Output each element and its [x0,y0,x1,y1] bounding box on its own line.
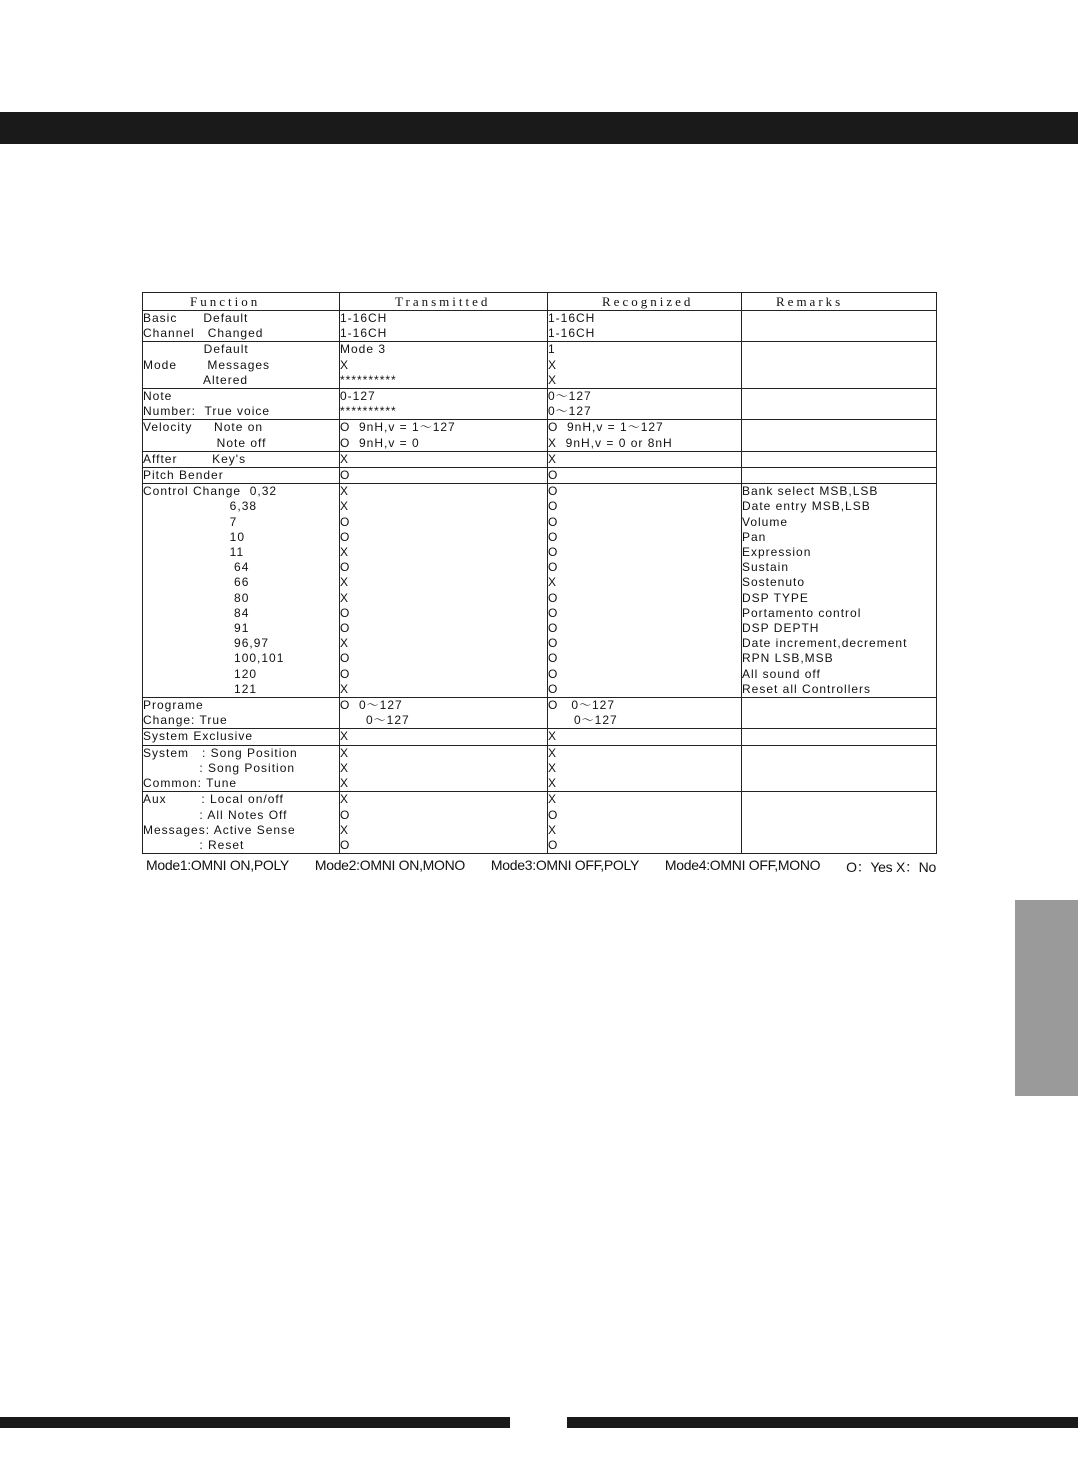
footer-bar-right [567,1417,1078,1428]
transmitted-cell [340,342,548,389]
remarks-cell [742,389,937,420]
cell-line: DSP DEPTH [742,621,820,636]
cell-line: X [340,575,350,590]
cell-line: Expression [742,545,812,560]
cell-line: Pan [742,529,767,544]
mode-legend [146,857,936,877]
cell-line: 0-127 [340,389,376,404]
cell-line: X [340,792,350,807]
transmitted-cell [340,729,548,745]
remarks-cell [742,745,937,792]
cell-line: O [548,681,559,696]
cell-line: X [340,822,350,837]
cell-line: 1-16CH [340,311,388,325]
table-row [143,389,937,420]
function-cell [143,451,340,467]
remarks-cell [742,792,937,854]
cell-line: Portamento control [742,605,862,620]
table-row [143,311,937,342]
cell-line: O [548,666,559,681]
table-header-row [143,293,937,311]
cell-line: O [340,468,351,483]
cell-line: O [548,484,559,499]
cell-line: 120 [143,666,258,681]
cell-line: 1-16CH [548,326,596,341]
cell-line: Default [143,342,249,357]
header-function: Function [143,293,340,311]
table-body [143,311,937,854]
remarks-cell [742,484,937,698]
cell-line: Pitch Bender [143,468,224,483]
side-section-tab [1015,900,1078,1096]
transmitted-cell [340,389,548,420]
cell-line: O 9nH,v = 1～127 [548,420,664,435]
transmitted-cell [340,484,548,698]
recognized-cell [548,698,742,729]
function-cell [143,698,340,729]
cell-line: X [340,729,350,744]
cell-line: : All Notes Off [143,807,288,822]
remarks-cell [742,420,937,451]
cell-line: O [548,514,559,529]
transmitted-cell [340,745,548,792]
cell-line: X [340,499,350,514]
cell-line: X [340,357,350,372]
cell-line: O [340,651,351,666]
recognized-cell [548,792,742,854]
cell-line: X [340,451,350,466]
cell-line: O [340,529,351,544]
cell-line: O [548,651,559,666]
cell-line: X [340,484,350,499]
cell-line: ********** [340,372,397,387]
cell-line: Channel Changed [143,326,264,341]
cell-line: Affter Key's [143,451,247,466]
cell-line: Basic Default [143,311,249,325]
header-recognized: Recognized [548,293,742,311]
cell-line: X [548,822,558,837]
table-row [143,342,937,389]
cell-line: O [548,807,559,822]
cell-line: Common: Tune [143,776,238,791]
cell-line: Change: True [143,713,228,728]
function-cell [143,342,340,389]
function-cell [143,389,340,420]
cell-line: 84 [143,605,250,620]
cell-line: X [548,776,558,791]
cell-line: O [548,468,559,483]
cell-line: : Song Position [143,760,296,775]
cell-line: Aux : Local on/off [143,792,284,807]
cell-line: O [548,529,559,544]
header-bar [0,112,1078,144]
recognized-cell [548,389,742,420]
cell-line: O 9nH,v = 0 [340,435,420,450]
cell-line: 0～127 [548,713,618,728]
cell-line: Control Change 0,32 [143,484,278,499]
cell-line: 121 [143,681,258,696]
cell-line: O [548,545,559,560]
cell-line: 7 [143,514,238,529]
cell-line: 0～127 [548,404,592,419]
cell-line: 91 [143,621,250,636]
cell-line: 64 [143,560,250,575]
cell-line: All sound off [742,666,821,681]
cell-line: System : Song Position [143,745,298,760]
cell-line: X [548,575,558,590]
remarks-cell [742,729,937,745]
cell-line: X [340,636,350,651]
cell-line: X [548,357,558,372]
cell-line: RPN LSB,MSB [742,651,834,666]
cell-line: X [340,590,350,605]
table-row [143,451,937,467]
cell-line: 66 [143,575,250,590]
cell-line: Volume [742,514,789,529]
table-row [143,484,937,698]
table-row [143,792,937,854]
cell-line: O 0～127 [340,698,403,713]
remarks-cell [742,468,937,484]
table-row [143,745,937,792]
remarks-cell [742,342,937,389]
cell-line: Number: True voice [143,404,271,419]
header-transmitted: Transmitted [340,293,548,311]
cell-line: Note [143,389,173,404]
cell-line: X [340,545,350,560]
cell-line: O [548,590,559,605]
transmitted-cell [340,311,548,342]
cell-line: Programe [143,698,204,713]
recognized-cell [548,342,742,389]
midi-implementation-chart [142,292,937,854]
cell-line: DSP TYPE [742,590,809,605]
cell-line: ********** [340,404,397,419]
cell-line: O [340,560,351,575]
cell-line: 11 [143,545,245,560]
transmitted-cell [340,792,548,854]
table-row [143,729,937,745]
cell-line: O [340,837,351,852]
cell-line: 0～127 [340,713,410,728]
cell-line: X [548,792,558,807]
cell-line: 0～127 [548,389,592,404]
cell-line: O [548,560,559,575]
transmitted-cell [340,451,548,467]
recognized-cell [548,311,742,342]
cell-line: Note off [143,435,267,450]
cell-line: O [340,605,351,620]
cell-line: Date entry MSB,LSB [742,499,871,514]
legend-mode2: Mode2:OMNI ON,MONO [314,857,466,873]
cell-line: : Reset [143,837,245,852]
recognized-cell [548,729,742,745]
function-cell [143,420,340,451]
function-cell [143,311,340,342]
cell-line: Mode 3 [340,342,387,357]
cell-line: Reset all Controllers [742,681,872,696]
cell-line: X [548,729,558,744]
function-cell [143,484,340,698]
cell-line: 10 [143,529,246,544]
cell-line: X [340,760,350,775]
cell-line: O 0～127 [548,698,616,713]
function-cell [143,729,340,745]
cell-line: X [340,745,350,760]
header-remarks: Remarks [742,293,937,311]
remarks-cell [742,451,937,467]
cell-line: X [548,745,558,760]
cell-line: O [548,499,559,514]
cell-line: X [548,451,558,466]
cell-line: 1 [548,342,556,357]
cell-line: Mode Messages [143,357,271,372]
table-row [143,468,937,484]
remarks-cell [742,698,937,729]
cell-line: System Exclusive [143,729,254,744]
cell-line: 1-16CH [548,311,596,325]
function-cell [143,792,340,854]
footer-bar-left [0,1417,510,1428]
recognized-cell [548,468,742,484]
cell-line: X [548,372,558,387]
cell-line: X 9nH,v = 0 or 8nH [548,435,673,450]
table-row [143,698,937,729]
transmitted-cell [340,698,548,729]
cell-line: 6,38 [143,499,258,514]
cell-line: Date increment,decrement [742,636,908,651]
function-cell [143,745,340,792]
recognized-cell [548,420,742,451]
function-cell [143,468,340,484]
cell-line: 96,97 [143,636,270,651]
cell-line: 1-16CH [340,326,388,341]
cell-line: O [340,621,351,636]
cell-line: 80 [143,590,250,605]
cell-line: X [340,681,350,696]
cell-line: Bank select MSB,LSB [742,484,879,499]
remarks-cell [742,311,937,342]
cell-line: Velocity Note on [143,420,264,435]
cell-line: O [340,807,351,822]
recognized-cell [548,451,742,467]
legend-mode1: Mode1:OMNI ON,POLY [146,857,289,873]
recognized-cell [548,745,742,792]
cell-line: Sustain [742,560,790,575]
cell-line: O [548,621,559,636]
cell-line: O [548,636,559,651]
cell-line: X [340,776,350,791]
transmitted-cell [340,468,548,484]
legend-mode3: Mode3:OMNI OFF,POLY [490,857,640,873]
cell-line: O [340,514,351,529]
cell-line: Messages: Active Sense [143,822,296,837]
cell-line: Sostenuto [742,575,806,590]
cell-line: O [548,605,559,620]
legend-yes-no: O：Yes X：No [846,859,936,875]
cell-line: O 9nH,v = 1～127 [340,420,456,435]
cell-line: X [548,760,558,775]
cell-line: O [340,666,351,681]
cell-line: 100,101 [143,651,285,666]
cell-line: Altered [143,372,249,387]
legend-mode4: Mode4:OMNI OFF,MONO [664,857,821,873]
recognized-cell [548,484,742,698]
table-row [143,420,937,451]
cell-line: O [548,837,559,852]
transmitted-cell [340,420,548,451]
